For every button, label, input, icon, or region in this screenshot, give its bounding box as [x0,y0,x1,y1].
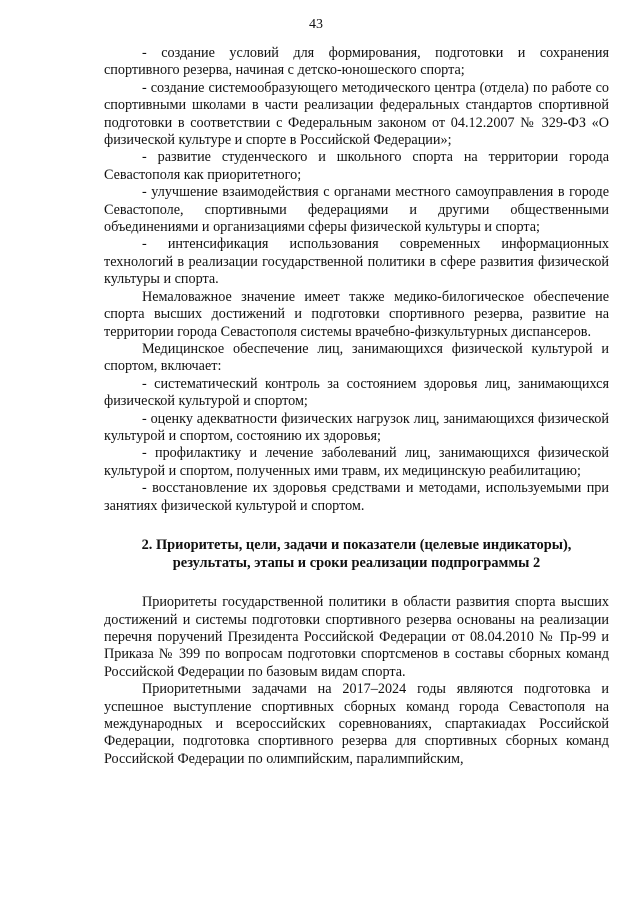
section-heading-line-2: результаты, этапы и сроки реализации подпрограммы 2 [172,554,541,571]
paragraph-it-technologies: - интенсификация использования современных информационных технологий в реализации государственной политики в сфере развития физической культуры и спорта. [104,236,609,288]
page-number: 43 [309,17,323,32]
paragraph-medical-support: Медицинское обеспечение лиц, занимающихся физической культурой и спортом, включает: [104,340,609,375]
paragraph-methodical-center: - создание системообразующего методического центра (отдела) по работе со спортивными школами в части реализации федеральных стандартов спортивной подготовки в соответствии с Федеральным законом от 04.12.2007 № 329-ФЗ «О физической культуре и спорте в Российской Федерации»; [104,79,609,149]
paragraph-load-assessment: - оценку адекватности физических нагрузок лиц, занимающихся физической культурой и спортом, состоянию их здоровья; [104,410,609,444]
paragraph-priority-tasks: Приоритетными задачами на 2017–2024 годы являются подготовка и успешное выступление спортивных сборных команд города Севастополя на международных и всероссийских соревнованиях, спартакиадах Российской Федерации, подготовка спортивного резерва для спортивных сборных команд Российской Федерации по олимпийским, паралимпийским, [104,681,609,767]
paragraph-interaction: - улучшение взаимодействия с органами местного самоуправления в городе Севастополе, спортивными федерациями и другими общественными объединениями и организациями сферы физической культуры и спорта; [104,184,609,236]
paragraph-sport-reserve: - создание условий для формирования, подготовки и сохранения спортивного резерва, начиная с детско-юношеского спорта; [104,45,609,79]
section-heading-line-1: 2. Приоритеты, цели, задачи и показатели (целевые индикаторы), [141,536,572,553]
paragraph-medical-biological: Немаловажное значение имеет также медико-билогическое обеспечение спорта высших достижений и подготовки спортивного резерва, развитие на территории города Севастополя системы врачебно-физкультурных диспансеров. [104,288,609,340]
section-heading [104,537,609,572]
paragraph-prevention: - профилактику и лечение заболеваний лиц, занимающихся физической культурой и спортом, полученных ими травм, их медицинскую реабилитацию; [104,445,609,479]
document-body [104,45,609,768]
paragraph-student-sport: - развитие студенческого и школьного спорта на территории города Севастополя как приоритетного; [104,149,609,183]
paragraph-health-control: - систематический контроль за состоянием здоровья лиц, занимающихся физической культурой и спортом; [104,375,609,410]
paragraph-recovery: - восстановление их здоровья средствами и методами, используемыми при занятиях физической культурой и спортом. [104,480,609,514]
paragraph-state-policy: Приоритеты государственной политики в области развития спорта высших достижений и системы подготовки спортивного резерва основаны на реализации перечня поручений Президента Российской Федерации от 08.04.2010 № Пр-99 и Приказа № 399 по вопросам подготовки спортсменов в составы сборных команд Российской Федерации по базовым видам спорта. [104,594,609,680]
